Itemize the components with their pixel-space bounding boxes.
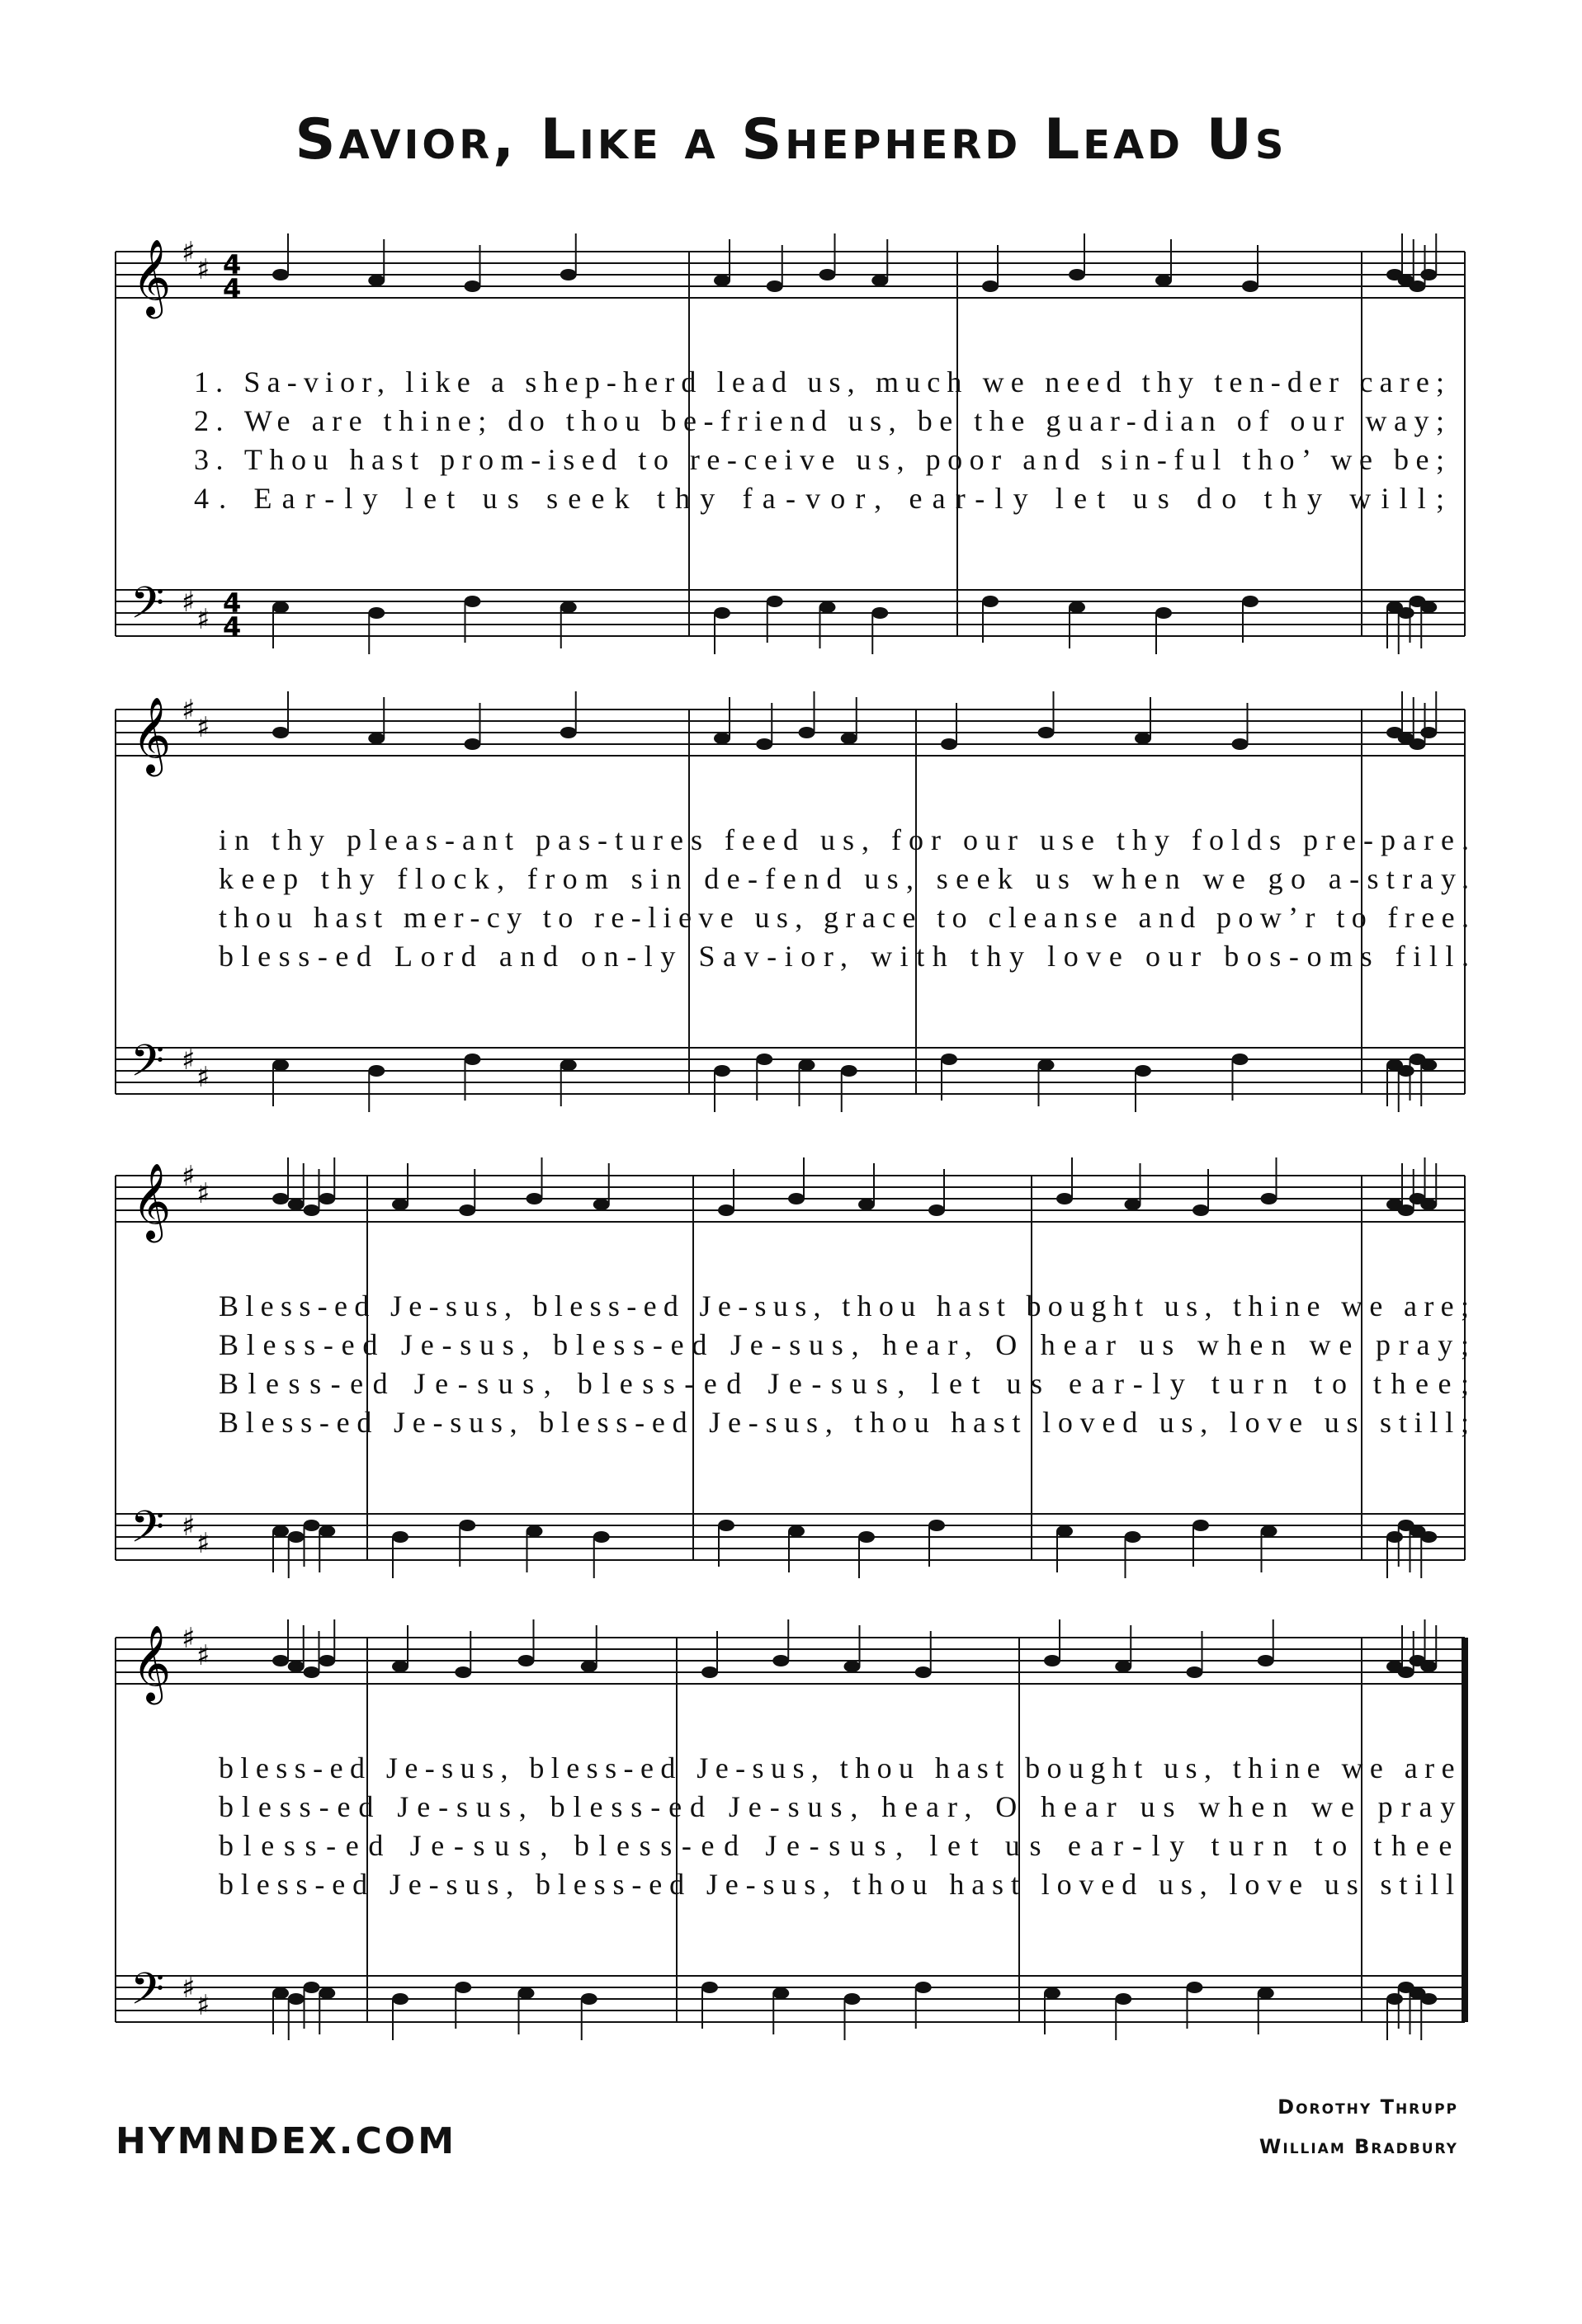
bass-note [288, 1531, 305, 1543]
bass-note [772, 1987, 789, 1999]
treble-note [788, 1193, 805, 1204]
treble-note [459, 1204, 475, 1216]
lyric-line: 1. Sa-vior, like a shep-herd lead us, much we need thy ten-der care; [194, 365, 1445, 398]
sharp-icon: ♯ [196, 1177, 210, 1210]
bass-note [819, 601, 836, 613]
bass-note [1386, 1993, 1403, 2005]
bass-note [1420, 1993, 1437, 2005]
lyric-line: Bless-ed Je-sus, bless-ed Je-sus, hear, O hear us when we pray; [219, 1328, 1469, 1361]
hymn-title: Savior, Like a Shepherd Lead Us [295, 107, 1287, 172]
bass-note [392, 1531, 408, 1543]
lyric-line: Bless-ed Je-sus, bless-ed Je-sus, thou hast bought us, thine we are; [219, 1289, 1469, 1322]
sharp-icon: ♯ [182, 586, 196, 619]
bass-clef-icon: 𝄢 [130, 1502, 165, 1563]
treble-note [1115, 1661, 1131, 1672]
bass-note [714, 1065, 730, 1077]
treble-note [767, 280, 783, 292]
treble-note [518, 1655, 535, 1666]
treble-note [1398, 1204, 1414, 1216]
bass-note [459, 1520, 475, 1531]
treble-note [714, 733, 730, 744]
bass-note [1038, 1059, 1055, 1071]
treble-note [1187, 1666, 1203, 1678]
treble-note [701, 1666, 718, 1678]
bass-note [392, 1993, 408, 2005]
lyric-line: bless-ed Je-sus, bless-ed Je-sus, hear, O hear us when we pray. [219, 1790, 1470, 1823]
bass-note [844, 1993, 861, 2005]
bass-note [1242, 596, 1259, 607]
treble-note [844, 1661, 861, 1672]
treble-note [1038, 727, 1055, 738]
sharp-icon: ♯ [182, 1622, 196, 1655]
treble-note [1420, 1199, 1437, 1210]
treble-note [841, 733, 857, 744]
treble-time-top: 4 [223, 249, 242, 280]
bass-note [767, 596, 783, 607]
treble-note [304, 1666, 320, 1678]
bass-note [1056, 1525, 1073, 1537]
treble-note [272, 269, 289, 280]
treble-note [465, 280, 481, 292]
sharp-icon: ♯ [196, 1061, 210, 1094]
lyric-line: bless-ed Lord and on-ly Sav-ior, with thy love our bos-oms fill. [219, 940, 1470, 973]
treble-note [1261, 1193, 1277, 1204]
bass-note [1192, 1520, 1209, 1531]
bass-note [1069, 601, 1085, 613]
bass-note [1398, 1065, 1414, 1077]
treble-note [581, 1661, 597, 1672]
bass-note [527, 1525, 543, 1537]
treble-note [455, 1666, 471, 1678]
treble-note [718, 1204, 734, 1216]
bass-note [1115, 1993, 1131, 2005]
treble-note [560, 269, 577, 280]
bass-note [1386, 1531, 1403, 1543]
lyric-line: bless-ed Je-sus, bless-ed Je-sus, thou hast bought us, thine we are. [219, 1751, 1469, 1784]
bass-time-bottom: 4 [223, 611, 242, 643]
treble-note [593, 1199, 610, 1210]
lyric-line: in thy pleas-ant pas-tures feed us, for our use thy folds pre-pare. [219, 823, 1469, 856]
bass-note [560, 601, 577, 613]
treble-note [1410, 280, 1426, 292]
lyric-line: Bless-ed Je-sus, bless-ed Je-sus, thou hast loved us, love us still; [219, 1406, 1469, 1439]
bass-note [368, 607, 385, 619]
bass-note [1420, 1531, 1437, 1543]
sharp-icon: ♯ [196, 603, 210, 636]
bass-note [1420, 601, 1437, 613]
sharp-icon: ♯ [182, 1510, 196, 1543]
author-credit: Dorothy Thrupp [1277, 2095, 1458, 2119]
treble-note [1410, 738, 1426, 750]
bass-note [1398, 607, 1414, 619]
treble-note [819, 269, 836, 280]
lyric-line: 3. Thou hast prom-ised to re-ceive us, poor and sin-ful tho’ we be; [194, 443, 1445, 476]
treble-note [1155, 275, 1172, 286]
lyric-line: Bless-ed Je-sus, bless-ed Je-sus, let us ear-ly turn to thee; [219, 1367, 1470, 1400]
bass-note [1187, 1982, 1203, 1993]
lyric-line: 4. Ear-ly let us seek thy fa-vor, ear-ly let us do thy will; [194, 482, 1444, 515]
treble-note [368, 275, 385, 286]
bass-note [941, 1054, 957, 1065]
treble-note [1125, 1199, 1141, 1210]
bass-note [714, 607, 730, 619]
bass-note [560, 1059, 577, 1071]
bass-note [1232, 1054, 1249, 1065]
treble-note [858, 1199, 875, 1210]
bass-note [915, 1982, 932, 1993]
treble-clef-icon: 𝄞 [132, 1162, 172, 1239]
bass-note [465, 1054, 481, 1065]
treble-note [714, 275, 730, 286]
bass-note [799, 1059, 815, 1071]
bass-note [319, 1525, 335, 1537]
treble-note [304, 1204, 320, 1216]
treble-note [1069, 269, 1085, 280]
bass-note [841, 1065, 857, 1077]
treble-note [799, 727, 815, 738]
treble-note [288, 1199, 305, 1210]
treble-note [1398, 1666, 1414, 1678]
sharp-icon: ♯ [182, 236, 196, 269]
treble-note [1420, 269, 1437, 280]
treble-note [772, 1655, 789, 1666]
treble-note [756, 738, 772, 750]
bass-note [1258, 1987, 1274, 1999]
bass-note [756, 1054, 772, 1065]
treble-note [560, 727, 577, 738]
treble-time-bottom: 4 [223, 273, 242, 304]
treble-note [1232, 738, 1249, 750]
bass-note [304, 1520, 320, 1531]
lyric-line: thou hast mer-cy to re-lieve us, grace to cleanse and pow’r to free. [219, 901, 1469, 934]
treble-note [1135, 733, 1151, 744]
bass-note [1155, 607, 1172, 619]
sharp-icon: ♯ [182, 694, 196, 727]
treble-note [941, 738, 957, 750]
bass-note [593, 1531, 610, 1543]
lyric-line: bless-ed Je-sus, bless-ed Je-sus, let us ear-ly turn to thee. [219, 1829, 1470, 1862]
bass-note [288, 1993, 305, 2005]
bass-clef-icon: 𝄢 [130, 1036, 165, 1097]
bass-note [518, 1987, 535, 1999]
bass-note [272, 601, 289, 613]
bass-clef-icon: 𝄢 [130, 1964, 165, 2025]
bass-note [718, 1520, 734, 1531]
treble-note [1056, 1193, 1073, 1204]
lyric-line: 2. We are thine; do thou be-friend us, be the guar-dian of our way; [194, 404, 1444, 437]
treble-note [368, 733, 385, 744]
sharp-icon: ♯ [182, 1972, 196, 2005]
composer-credit: William Bradbury [1259, 2135, 1458, 2158]
bass-note [581, 1993, 597, 2005]
treble-note [982, 280, 999, 292]
sharp-icon: ♯ [196, 711, 210, 744]
treble-note [1192, 1204, 1209, 1216]
bass-note [928, 1520, 945, 1531]
bass-note [858, 1531, 875, 1543]
bass-note [465, 596, 481, 607]
sharp-icon: ♯ [182, 1044, 196, 1077]
treble-note [392, 1199, 408, 1210]
lyric-line: bless-ed Je-sus, bless-ed Je-sus, thou hast loved us, love us still. [219, 1868, 1469, 1901]
treble-note [288, 1661, 305, 1672]
sharp-icon: ♯ [196, 1989, 210, 2022]
bass-note [1125, 1531, 1141, 1543]
sharp-icon: ♯ [182, 1160, 196, 1193]
treble-note [928, 1204, 945, 1216]
bass-note [319, 1987, 335, 1999]
bass-note [368, 1065, 385, 1077]
bass-note [1420, 1059, 1437, 1071]
treble-note [319, 1193, 335, 1204]
treble-clef-icon: 𝄞 [132, 238, 172, 315]
treble-note [465, 738, 481, 750]
lyric-line: keep thy flock, from sin de-fend us, seek us when we go a-stray. [219, 862, 1470, 895]
treble-note [1258, 1655, 1274, 1666]
bass-note [871, 607, 888, 619]
bass-note [272, 1059, 289, 1071]
bass-note [1044, 1987, 1060, 1999]
treble-note [1044, 1655, 1060, 1666]
bass-note [788, 1525, 805, 1537]
sharp-icon: ♯ [196, 1527, 210, 1560]
bass-note [272, 1987, 289, 1999]
treble-note [527, 1193, 543, 1204]
bass-note [982, 596, 999, 607]
sharp-icon: ♯ [196, 1639, 210, 1672]
bass-note [304, 1982, 320, 1993]
bass-note [272, 1525, 289, 1537]
bass-clef-icon: 𝄢 [130, 578, 165, 639]
treble-note [272, 1655, 289, 1666]
bass-note [455, 1982, 471, 1993]
sharp-icon: ♯ [196, 253, 210, 286]
bass-note [1261, 1525, 1277, 1537]
treble-note [1420, 727, 1437, 738]
treble-note [1242, 280, 1259, 292]
treble-note [915, 1666, 932, 1678]
treble-note [1420, 1661, 1437, 1672]
bass-time-top: 4 [223, 587, 242, 619]
treble-clef-icon: 𝄞 [132, 1624, 172, 1701]
treble-note [319, 1655, 335, 1666]
treble-note [392, 1661, 408, 1672]
treble-note [871, 275, 888, 286]
bass-note [1135, 1065, 1151, 1077]
bass-note [701, 1982, 718, 1993]
treble-note [272, 727, 289, 738]
treble-clef-icon: 𝄞 [132, 696, 172, 773]
site-logo[interactable]: HYMNDEX.COM [116, 2120, 456, 2162]
treble-note [272, 1193, 289, 1204]
